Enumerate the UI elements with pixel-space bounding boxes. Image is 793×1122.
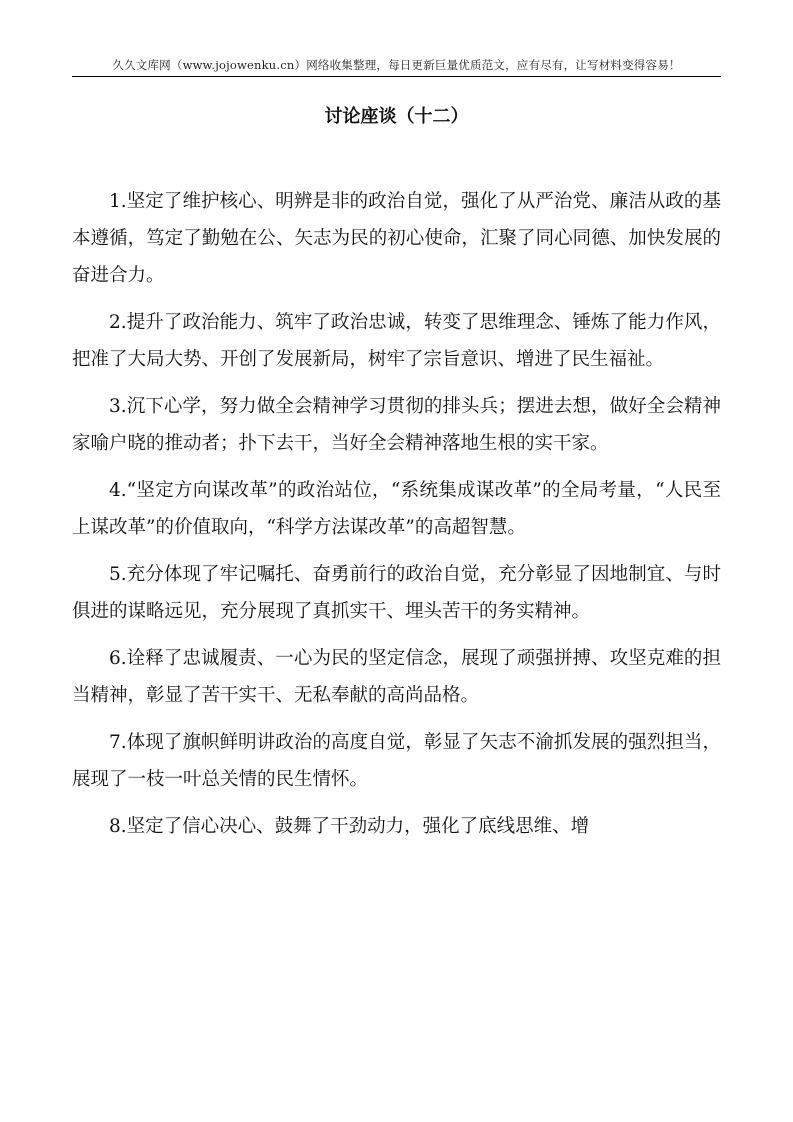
paragraph-8: 8.坚定了信心决心、鼓舞了干劲动力，强化了底线思维、增 xyxy=(109,816,590,837)
paragraph-7: 7.体现了旗帜鲜明讲政治的高度自觉，彰显了矢志不渝抓发展的强烈担当，展现了一枝一叶总关情的民生情怀。 xyxy=(72,732,721,790)
paragraph-2: 2.提升了政治能力、筑牢了政治忠诚，转变了思维理念、锤炼了能力作风，把准了大局大势、开创了发展新局，树牢了宗旨意识、增进了民生福祉。 xyxy=(72,312,721,370)
paragraph-4: 4.“坚定方向谋改革”的政治站位，“系统集成谋改革”的全局考量，“人民至上谋改革”的价值取向，“科学方法谋改革”的高超智慧。 xyxy=(72,480,721,538)
header-text: 久久文库网（www.jojowenku.cn）网络收集整理，每日更新巨量优质范文，应有尽有，让写材料变得容易！ xyxy=(112,58,681,72)
paragraph-3: 3.沉下心学，努力做全会精神学习贯彻的排头兵；摆进去想，做好全会精神家喻户晓的推动者；扑下去干，当好全会精神落地生根的实干家。 xyxy=(72,396,721,454)
page-header xyxy=(72,56,721,77)
paragraph-5: 5.充分体现了牢记嘱托、奋勇前行的政治自觉，充分彰显了因地制宜、与时俱进的谋略远见，充分展现了真抓实干、埋头苦干的务实精神。 xyxy=(72,564,721,622)
paragraph-1: 1.坚定了维护核心、明辨是非的政治自觉，强化了从严治党、廉洁从政的基本遵循，笃定了勤勉在公、矢志为民的初心使命，汇聚了同心同德、加快发展的奋进合力。 xyxy=(72,191,721,286)
document-body xyxy=(72,183,721,855)
document-title: 讨论座谈（十二） xyxy=(324,106,469,127)
paragraph-6: 6.诠释了忠诚履责、一心为民的坚定信念，展现了顽强拼搏、攻坚克难的担当精神，彰显了苦干实干、无私奉献的高尚品格。 xyxy=(72,648,721,706)
